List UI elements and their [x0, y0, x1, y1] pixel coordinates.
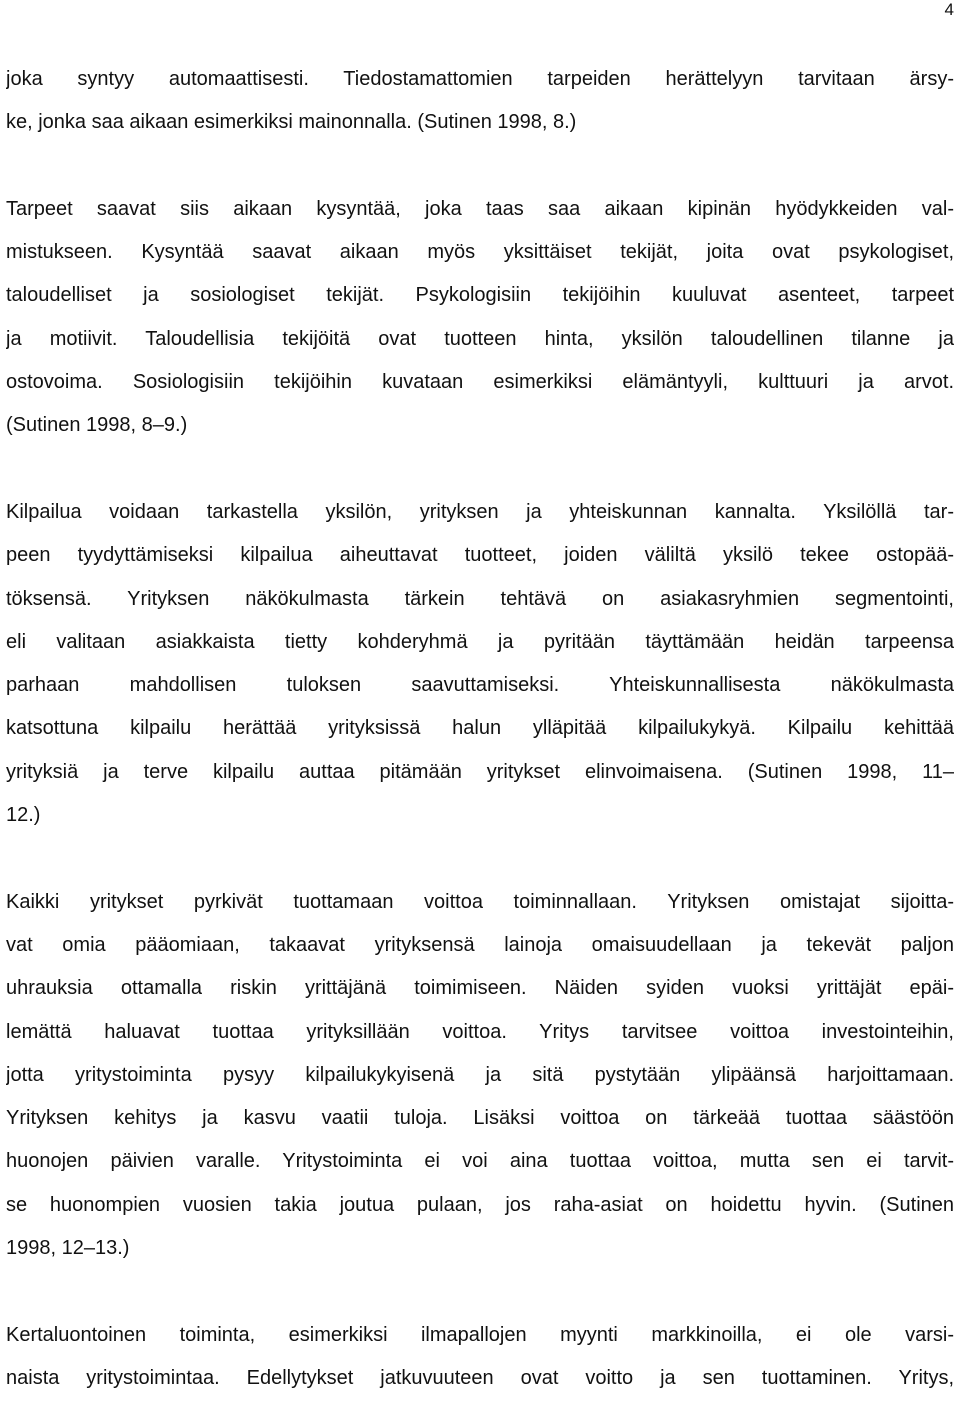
text-line: Kaikki yritykset pyrkivät tuottamaan voittoa toiminnallaan. Yrityksen omistajat sijoitta- — [6, 890, 954, 913]
paragraph-5 — [6, 1314, 954, 1401]
text-line: yrityksiä ja terve kilpailu auttaa pitämään yritykset elinvoimaisena. (Sutinen 1998, 11– — [6, 760, 954, 783]
text-line: peen tyydyttämiseksi kilpailua aiheuttavat tuotteet, joiden väliltä yksilö tekee ostopää- — [6, 544, 954, 567]
text-line: katsottuna kilpailu herättää yrityksissä halun ylläpitää kilpailukykyä. Kilpailu kehittää — [6, 717, 954, 740]
text-line: Yrityksen kehitys ja kasvu vaatii tuloja. Lisäksi voittoa on tärkeää tuottaa säästöön — [6, 1107, 954, 1130]
text-line: töksensä. Yrityksen näkökulmasta tärkein tehtävä on asiakasryhmien segmentointi, — [6, 587, 954, 610]
paragraph-gap — [6, 837, 954, 880]
text-line: Kilpailua voidaan tarkastella yksilön, yrityksen ja yhteiskunnan kannalta. Yksilöllä tar- — [6, 500, 954, 523]
text-line: huonojen päivien varalle. Yritystoiminta ei voi aina tuottaa voittoa, mutta sen ei tarvit- — [6, 1150, 954, 1173]
document-body — [6, 58, 954, 1400]
paragraph-gap — [6, 1270, 954, 1313]
paragraph-3 — [6, 491, 954, 837]
text-line: ja motiivit. Taloudellisia tekijöitä ovat tuotteen hinta, yksilön taloudellinen tilanne ja — [6, 327, 954, 350]
text-line: lemättä haluavat tuottaa yrityksillään voittoa. Yritys tarvitsee voittoa investointeihin, — [6, 1020, 954, 1043]
paragraph-2 — [6, 188, 954, 448]
text-line: taloudelliset ja sosiologiset tekijät. Psykologisiin tekijöihin kuuluvat asenteet, tarpeet — [6, 284, 954, 307]
paragraph-gap — [6, 448, 954, 491]
text-line: jotta yritystoiminta pysyy kilpailukykyisenä ja sitä pystytään ylipäänsä harjoittamaan. — [6, 1063, 954, 1086]
text-line: Tarpeet saavat siis aikaan kysyntää, joka taas saa aikaan kipinän hyödykkeiden val- — [6, 197, 954, 220]
text-line: Kertaluontoinen toiminta, esimerkiksi ilmapallojen myynti markkinoilla, ei ole varsi- — [6, 1323, 954, 1346]
paragraph-1 — [6, 58, 954, 145]
paragraph-gap — [6, 145, 954, 188]
text-line: naista yritystoimintaa. Edellytykset jatkuvuuteen ovat voitto ja sen tuottaminen. Yritys, — [6, 1366, 954, 1389]
text-line: 1998, 12–13.) — [6, 1237, 130, 1260]
page-number: 4 — [944, 0, 954, 19]
text-line: parhaan mahdollisen tuloksen saavuttamiseksi. Yhteiskunnallisesta näkökulmasta — [6, 674, 954, 697]
text-line: ostovoima. Sosiologisiin tekijöihin kuvataan esimerkiksi elämäntyyli, kulttuuri ja arvot. — [6, 371, 954, 394]
text-line: eli valitaan asiakkaista tietty kohderyhmä ja pyritään täyttämään heidän tarpeensa — [6, 630, 954, 653]
text-line: se huonompien vuosien takia joutua pulaan, jos raha-asiat on hoidettu hyvin. (Sutinen — [6, 1193, 954, 1216]
paragraph-4 — [6, 881, 954, 1271]
text-line: 12.) — [6, 804, 41, 827]
text-line: uhrauksia ottamalla riskin yrittäjänä toimimiseen. Näiden syiden vuoksi yrittäjät epäi- — [6, 977, 954, 1000]
text-line: ke, jonka saa aikaan esimerkiksi mainonnalla. (Sutinen 1998, 8.) — [6, 111, 577, 134]
text-line: mistukseen. Kysyntää saavat aikaan myös yksittäiset tekijät, joita ovat psykologiset, — [6, 241, 954, 264]
text-line: vat omia pääomiaan, takaavat yrityksensä lainoja omaisuudellaan ja tekevät paljon — [6, 933, 954, 956]
text-line: joka syntyy automaattisesti. Tiedostamattomien tarpeiden herättelyyn tarvitaan ärsy- — [6, 68, 954, 90]
text-line: (Sutinen 1998, 8–9.) — [6, 414, 188, 437]
